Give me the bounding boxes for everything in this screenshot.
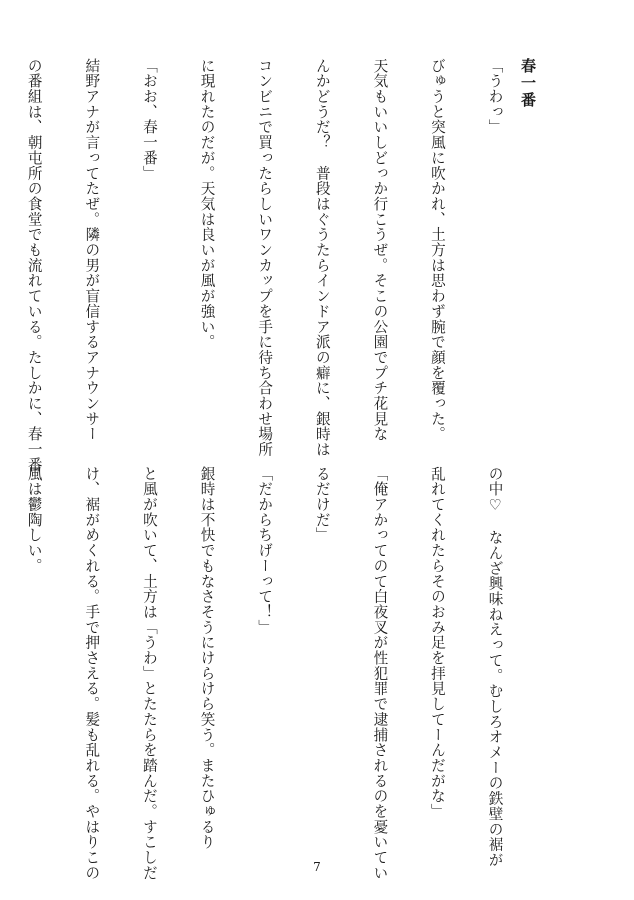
text-column: 乱れてくれたらそのおみ足を拝見してーんだがな」 — [428, 466, 446, 820]
text-column: と風が吹いて、土方は「うわ」とたたらを踏んだ。すこしだ — [140, 466, 158, 881]
text-column: るだけだ」 — [313, 466, 331, 543]
text-column: 「おお、春一番」 — [140, 58, 158, 181]
text-block-lower — [25, 466, 543, 881]
text-column: 銀時は不快でもなさそうにけらけら笑う。またひゅるり — [198, 466, 216, 850]
text-column: 「だからちげーって！」 — [256, 466, 274, 635]
text-column: 風は鬱陶しい。 — [25, 466, 43, 574]
text-column: の番組は、朝屯所の食堂でも流れている。たしかに、春一番 — [25, 58, 43, 473]
text-column: の中♡ なんざ興味ねえって。むしろオメーの鉄壁の裾が — [486, 466, 504, 868]
text-column: んかどうだ？ 普段はぐうたらインドア派の癖に、銀時は — [313, 58, 331, 458]
text-block-upper — [25, 58, 543, 473]
chapter-title: 春一番 — [519, 58, 537, 109]
text-column: に現れたのだが。天気は良いが風が強い。 — [198, 58, 216, 350]
text-column: 天気もいいしどっか行こうぜ。そこの公園でプチ花見な — [371, 58, 389, 442]
text-column: コンビニで買ったらしいワンカップを手に待ち合わせ場所 — [256, 58, 274, 458]
text-column: びゅうと突風に吹かれ、土方は思わず腕で顔を覆った。 — [428, 58, 446, 442]
text-column: 結野アナが言ってたぜ。隣の男が盲信するアナウンサー — [83, 58, 101, 442]
text-column: 「俺アかってのて白夜叉が性犯罪で逮捕されるのを憂いてい — [371, 466, 389, 881]
page-number: 7 — [313, 860, 321, 874]
text-column: 「うわっ」 — [486, 58, 504, 135]
text-column: け、裾がめくれる。手で押さえる。髪も乱れる。やはりこの — [83, 466, 101, 881]
